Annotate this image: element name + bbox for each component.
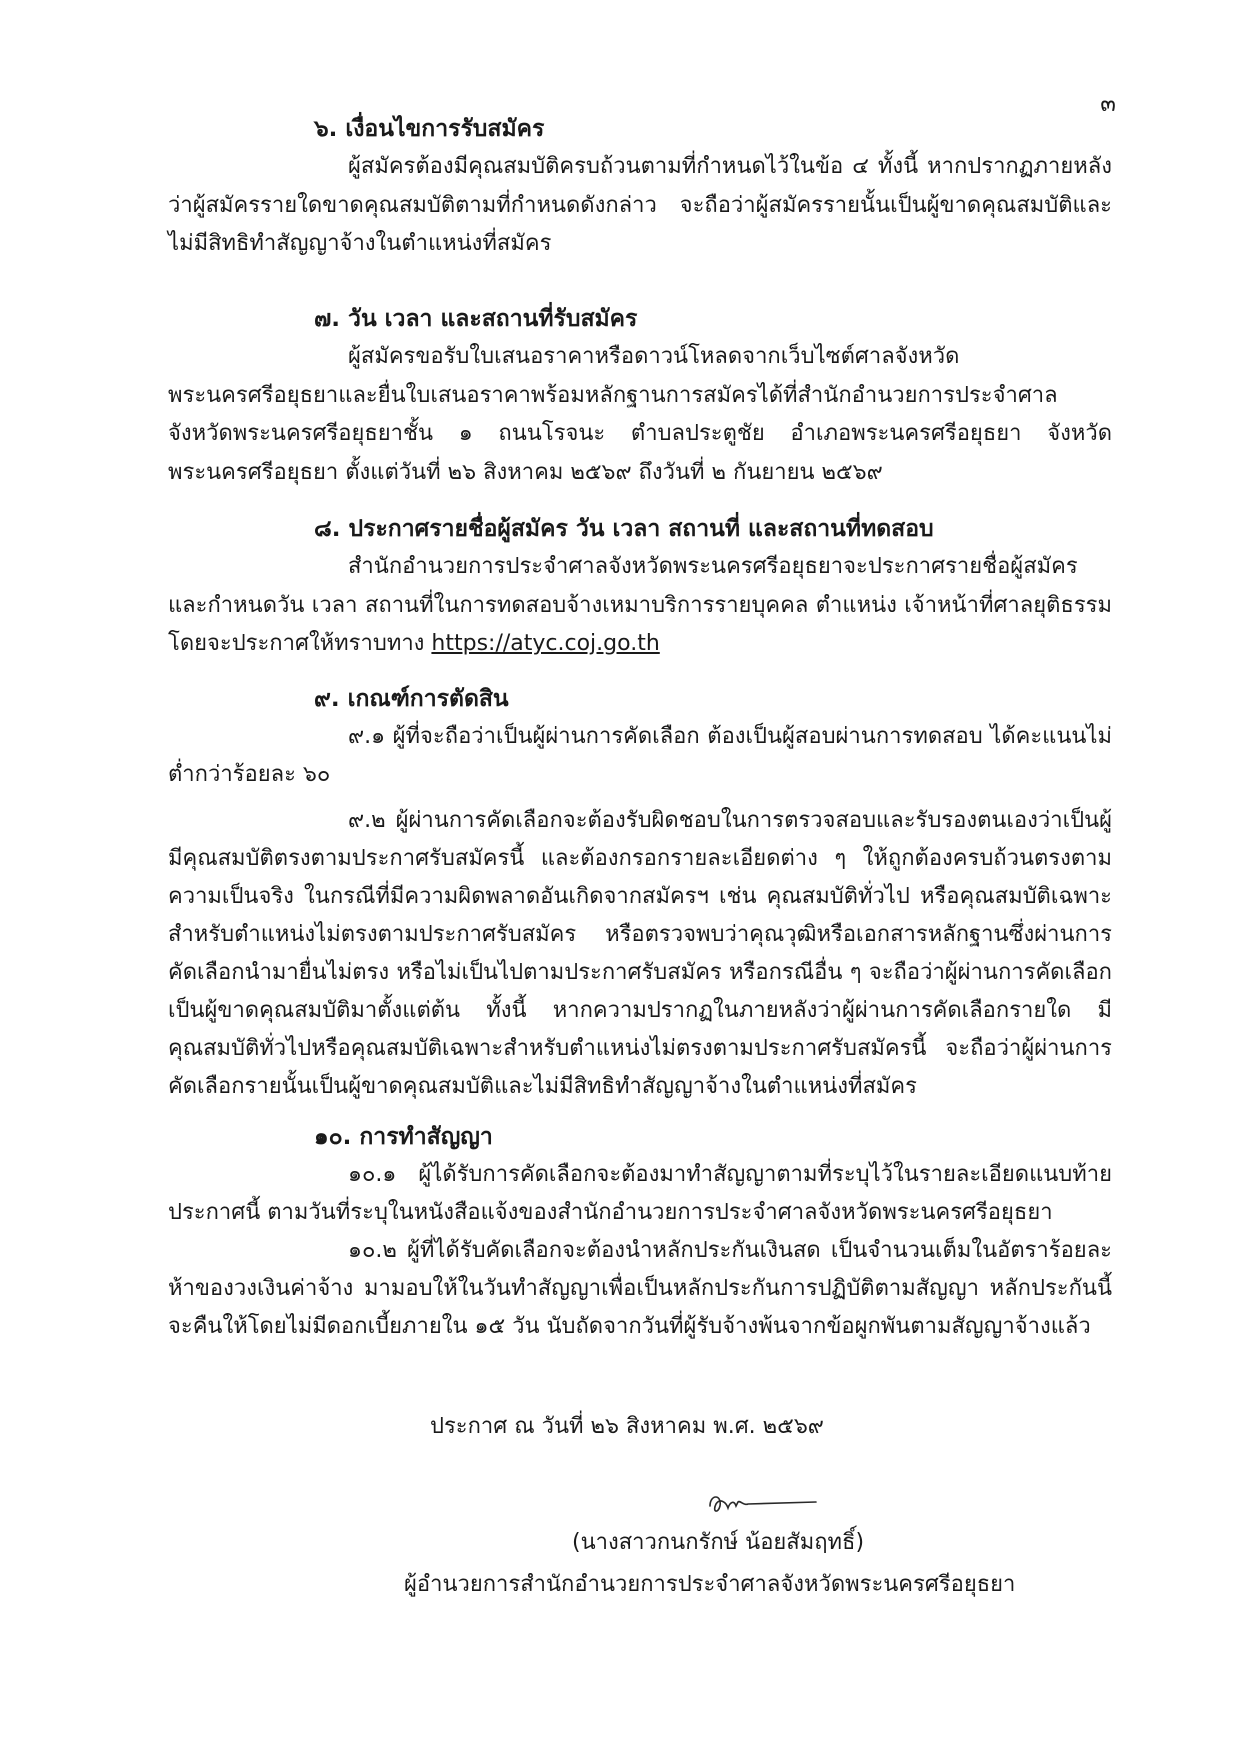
section-10-1-text: ๑๐.๑ ผู้ได้รับการคัดเลือกจะต้องมาทำสัญญาตามที่ระบุไว้ในรายละเอียดแนบท้ายประกาศนี้ ตามวันที่ระบุในหนังสือแจ้งของสำนักอำนวยการประจำศาลจังหวัดพระนครศรีอยุธยา <box>168 1162 1112 1225</box>
section-10 <box>168 1118 1112 1346</box>
signer-name: (นางสาวกนกรักษ์ น้อยสัมฤทธิ์) <box>572 1530 865 1555</box>
section-9 <box>168 680 1112 1106</box>
section-8-body: สำนักอำนวยการประจำศาลจังหวัดพระนครศรีอยุธยาจะประกาศรายชื่อผู้สมัครและกำหนดวัน เวลา สถานที่ในการทดสอบจ้างเหมาบริการรายบุคคล ตำแหน่ง เจ้าหน้าที่ศาลยุติธรรมโดยจะประกาศให้ทราบทาง <box>168 554 1112 656</box>
signature-mark <box>704 1484 824 1524</box>
section-6 <box>168 110 1112 264</box>
section-10-2-text: ๑๐.๒ ผู้ที่ได้รับคัดเลือกจะต้องนำหลักประกันเงินสด เป็นจำนวนเต็มในอัตราร้อยละห้าของวงเงินค่าจ้าง มามอบให้ในวันทำสัญญาเพื่อเป็นหลักประกันการปฏิบัติตามสัญญา หลักประกันนี้จะคืนให้โดยไม่มีดอกเบี้ยภายใน ๑๕ วัน นับถัดจากวันที่ผู้รับจ้างพ้นจากข้อผูกพันตามสัญญาจ้างแล้ว <box>168 1238 1112 1339</box>
section-8-heading: ๘. ประกาศรายชื่อผู้สมัคร วัน เวลา สถานที่ และสถานที่ทดสอบ <box>314 516 934 542</box>
page-number: ๓ <box>1100 91 1116 117</box>
section-9-2-text: ๙.๒ ผู้ผ่านการคัดเลือกจะต้องรับผิดชอบในการตรวจสอบและรับรองตนเองว่าเป็นผู้มีคุณสมบัติตรงตามประกาศรับสมัครนี้ และต้องกรอกรายละเอียดต่าง ๆ ให้ถูกต้องครบถ้วนตรงตามความเป็นจริง ในกรณีที่มีความผิดพลาดอันเกิดจากสมัครฯ เช่น คุณสมบัติทั่วไป หรือคุณสมบัติเฉพาะสำหรับตำแหน่งไม่ตรงตามประกาศรับสมัคร หรือตรวจพบว่าคุณวุฒิหรือเอกสารหลักฐานซึ่งผ่านการคัดเลือกนำมายื่นไม่ตรง หรือไม่เป็นไปตามประกาศรับสมัคร หรือกรณีอื่น ๆ จะถือว่าผู้ผ่านการคัดเลือกเป็นผู้ขาดคุณสมบัติมาตั้งแต่ต้น ทั้งนี้ หากความปรากฏในภายหลังว่าผู้ผ่านการคัดเลือกรายใด มีคุณสมบัติทั่วไปหรือคุณสมบัติเฉพาะสำหรับตำแหน่งไม่ตรงตามประกาศรับสมัครนี้ จะถือว่าผู้ผ่านการคัดเลือกรายนั้นเป็นผู้ขาดคุณสมบัติและไม่มีสิทธิทำสัญญาจ้างในตำแหน่งที่สมัคร <box>168 808 1112 1099</box>
section-6-text: ผู้สมัครต้องมีคุณสมบัติครบถ้วนตามที่กำหนดไว้ในข้อ ๔ ทั้งนี้ หากปรากฏภายหลังว่าผู้สมัครรายใดขาดคุณสมบัติตามที่กำหนดดังกล่าว จะถือว่าผู้สมัครรายนั้นเป็นผู้ขาดคุณสมบัติและไม่มีสิทธิทำสัญญาจ้างในตำแหน่งที่สมัคร <box>168 154 1112 256</box>
website-link[interactable]: https://atyc.coj.go.th <box>431 631 660 656</box>
section-7-text: ผู้สมัครขอรับใบเสนอราคาหรือดาวน์โหลดจากเว็บไซต์ศาลจังหวัดพระนครศรีอยุธยาและยื่นใบเสนอราคาพร้อมหลักฐานการสมัครได้ที่สำนักอำนวยการประจำศาลจังหวัดพระนครศรีอยุธยาชั้น ๑ ถนนโรจนะ ตำบลประตูชัย อำเภอพระนครศรีอยุธยา จังหวัดพระนครศรีอยุธยา ตั้งแต่วันที่ ๒๖ สิงหาคม ๒๕๖๙ ถึงวันที่ ๒ กันยายน ๒๕๖๙ <box>168 344 1112 485</box>
section-7 <box>168 300 1112 492</box>
section-10-heading: ๑๐. การทำสัญญา <box>314 1124 493 1150</box>
section-6-heading: ๖. เงื่อนไขการรับสมัคร <box>314 116 545 142</box>
section-9-heading: ๙. เกณฑ์การตัดสิน <box>314 686 509 712</box>
signer-title: ผู้อำนวยการสำนักอำนวยการประจำศาลจังหวัดพระนครศรีอยุธยา <box>404 1572 1016 1597</box>
section-8-text <box>168 548 1112 664</box>
section-8 <box>168 510 1112 664</box>
announcement-date: ประกาศ ณ วันที่ ๒๖ สิงหาคม พ.ศ. ๒๕๖๙ <box>430 1414 824 1439</box>
section-9-1-text: ๙.๑ ผู้ที่จะถือว่าเป็นผู้ผ่านการคัดเลือก ต้องเป็นผู้สอบผ่านการทดสอบ ได้คะแนนไม่ต่ำกว่าร้อยละ ๖๐ <box>168 724 1112 787</box>
section-7-heading: ๗. วัน เวลา และสถานที่รับสมัคร <box>314 306 638 332</box>
